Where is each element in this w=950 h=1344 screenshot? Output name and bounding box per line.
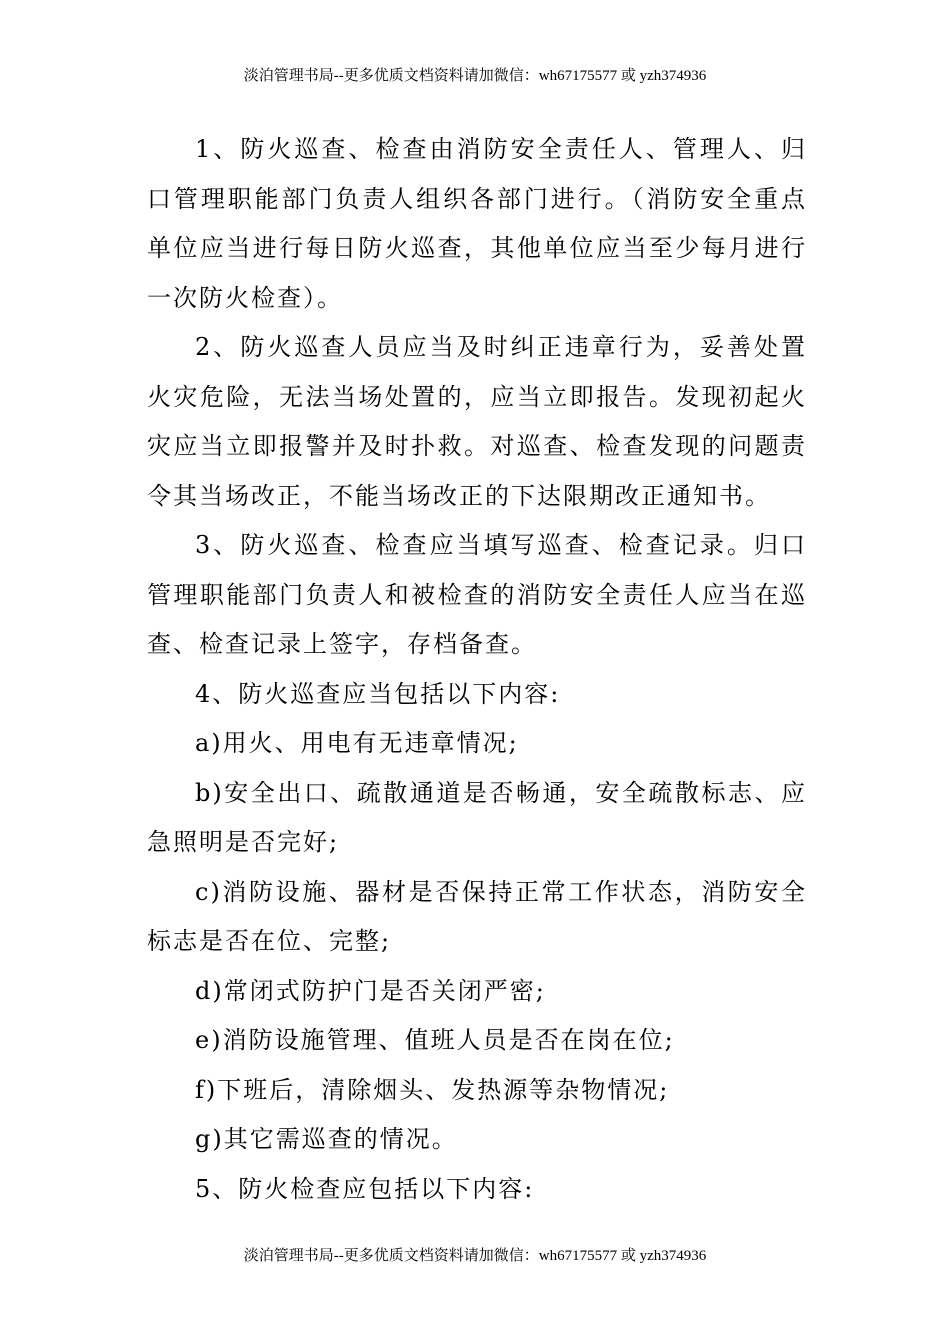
list-item-c: c)消防设施、器材是否保持正常工作状态，消防安全标志是否在位、完整; — [147, 877, 807, 955]
document-body — [147, 125, 807, 1214]
paragraph-4: 4、防火巡查应当包括以下内容: — [195, 679, 561, 708]
paragraph-1: 1、防火巡查、检查由消防安全责任人、管理人、归口管理职能部门负责人组织各部门进行。（消防安全重点单位应当进行每日防火巡查，其他单位应当至少每月进行一次防火检查）。 — [147, 135, 807, 312]
list-item-d: d)常闭式防护门是否关闭严密; — [195, 976, 546, 1005]
list-item-e: e)消防设施管理、值班人员是否在岗在位; — [195, 1026, 675, 1054]
page-header: 淡泊管理书局--更多优质文档资料请加微信：wh67175577 或 yzh374936 — [243, 68, 707, 84]
paragraph-5: 5、防火检查应包括以下内容: — [195, 1174, 535, 1203]
list-item-g: g)其它需巡查的情况。 — [195, 1125, 458, 1153]
list-item-f: f)下班后，清除烟头、发热源等杂物情况; — [195, 1075, 670, 1104]
list-item-b: b)安全出口、疏散通道是否畅通，安全疏散标志、应急照明是否完好; — [147, 778, 807, 856]
paragraph-3: 3、防火巡查、检查应当填写巡查、检查记录。归口管理职能部门负责人和被检查的消防安全责任人应当在巡查、检查记录上签字，存档备查。 — [147, 531, 807, 658]
paragraph-2: 2、防火巡查人员应当及时纠正违章行为，妥善处置火灾危险，无法当场处置的，应当立即报告。发现初起火灾应当立即报警并及时扑救。对巡查、检查发现的问题责令其当场改正，不能当场改正的下达限期改正通知书。 — [147, 333, 807, 510]
page-footer: 淡泊管理书局--更多优质文档资料请加微信：wh67175577 或 yzh374936 — [243, 1248, 707, 1264]
list-item-a: a)用火、用电有无违章情况; — [195, 729, 519, 757]
